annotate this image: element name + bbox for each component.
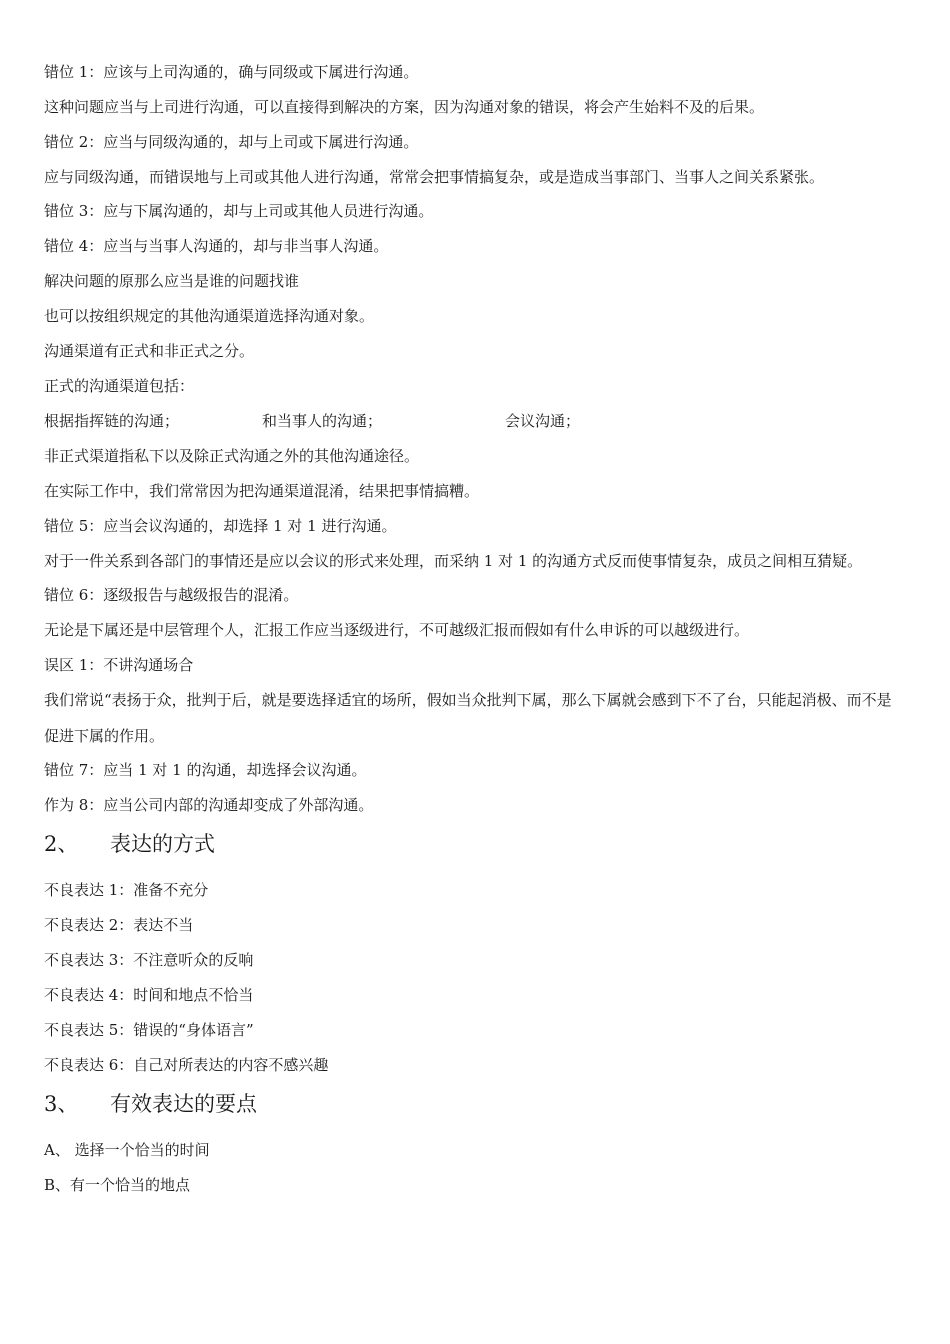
channel-item: 和当事人的沟通； — [262, 412, 383, 430]
paragraph: 正式的沟通渠道包括： — [44, 377, 195, 395]
paragraph: 在实际工作中，我们常常因为把沟通渠道混淆，结果把事情搞糟。 — [44, 482, 480, 500]
list-item: 不良表达 5：错误的“身体语言” — [44, 1021, 254, 1039]
paragraph: 误区 1：不讲沟通场合 — [44, 656, 194, 674]
paragraph: 非正式渠道指私下以及除正式沟通之外的其他沟通途径。 — [44, 447, 420, 465]
list-item: A、 选择一个恰当的时间 — [44, 1141, 210, 1159]
formal-channels-row — [44, 411, 900, 432]
paragraph: 无论是下属还是中层管理个人，汇报工作应当逐级进行，不可越级汇报而假如有什么申诉的可以越级进行。 — [44, 621, 750, 639]
list-item: 不良表达 6：自己对所表达的内容不感兴趣 — [44, 1056, 329, 1074]
paragraph: 错位 1：应该与上司沟通的，确与同级或下属进行沟通。 — [44, 63, 419, 81]
list-item: B、有一个恰当的地点 — [44, 1176, 191, 1194]
paragraph: 错位 7：应当 1 对 1 的沟通，却选择会议沟通。 — [44, 761, 367, 779]
list-item: 不良表达 1：准备不充分 — [44, 881, 209, 899]
paragraph: 也可以按组织规定的其他沟通渠道选择沟通对象。 — [44, 307, 375, 325]
paragraph: 错位 2：应当与同级沟通的，却与上司或下属进行沟通。 — [44, 133, 419, 151]
paragraph: 这种问题应当与上司进行沟通，可以直接得到解决的方案，因为沟通对象的错误，将会产生始料不及的后果。 — [44, 98, 765, 116]
section-title: 有效表达的要点 — [110, 1092, 257, 1116]
paragraph: 错位 6：逐级报告与越级报告的混淆。 — [44, 586, 299, 604]
list-item: 不良表达 4：时间和地点不恰当 — [44, 986, 254, 1004]
channel-item: 根据指挥链的沟通； — [44, 412, 180, 430]
paragraph: 错位 5：应当会议沟通的，却选择 1 对 1 进行沟通。 — [44, 517, 397, 535]
paragraph: 对于一件关系到各部门的事情还是应以会议的形式来处理，而采纳 1 对 1 的沟通方式反而使事情复杂，成员之间相互猜疑。 — [44, 552, 863, 570]
channel-item: 会议沟通； — [505, 412, 581, 430]
section-title: 表达的方式 — [110, 832, 215, 856]
document-page — [44, 62, 900, 1210]
paragraph: 解决问题的原那么应当是谁的问题找谁 — [44, 272, 300, 290]
paragraph: 作为 8：应当公司内部的沟通却变成了外部沟通。 — [44, 796, 374, 814]
section-number: 2、 — [44, 832, 79, 856]
paragraph: 我们常说“表扬于众，批判于后，就是要选择适宜的场所，假如当众批判下属，那么下属就会感到下不了台，只能起消极、而不是促进下属的作用。 — [44, 691, 892, 745]
section-heading — [44, 830, 900, 858]
section-number: 3、 — [44, 1092, 79, 1116]
paragraph: 错位 3：应与下属沟通的，却与上司或其他人员进行沟通。 — [44, 202, 434, 220]
paragraph: 应与同级沟通，而错误地与上司或其他人进行沟通，常常会把事情搞复杂，或是造成当事部门、当事人之间关系紧张。 — [44, 168, 825, 186]
paragraph: 沟通渠道有正式和非正式之分。 — [44, 342, 255, 360]
list-item: 不良表达 3：不注意听众的反响 — [44, 951, 254, 969]
section-heading — [44, 1090, 900, 1118]
list-item: 不良表达 2：表达不当 — [44, 916, 194, 934]
paragraph: 错位 4：应当与当事人沟通的，却与非当事人沟通。 — [44, 237, 389, 255]
